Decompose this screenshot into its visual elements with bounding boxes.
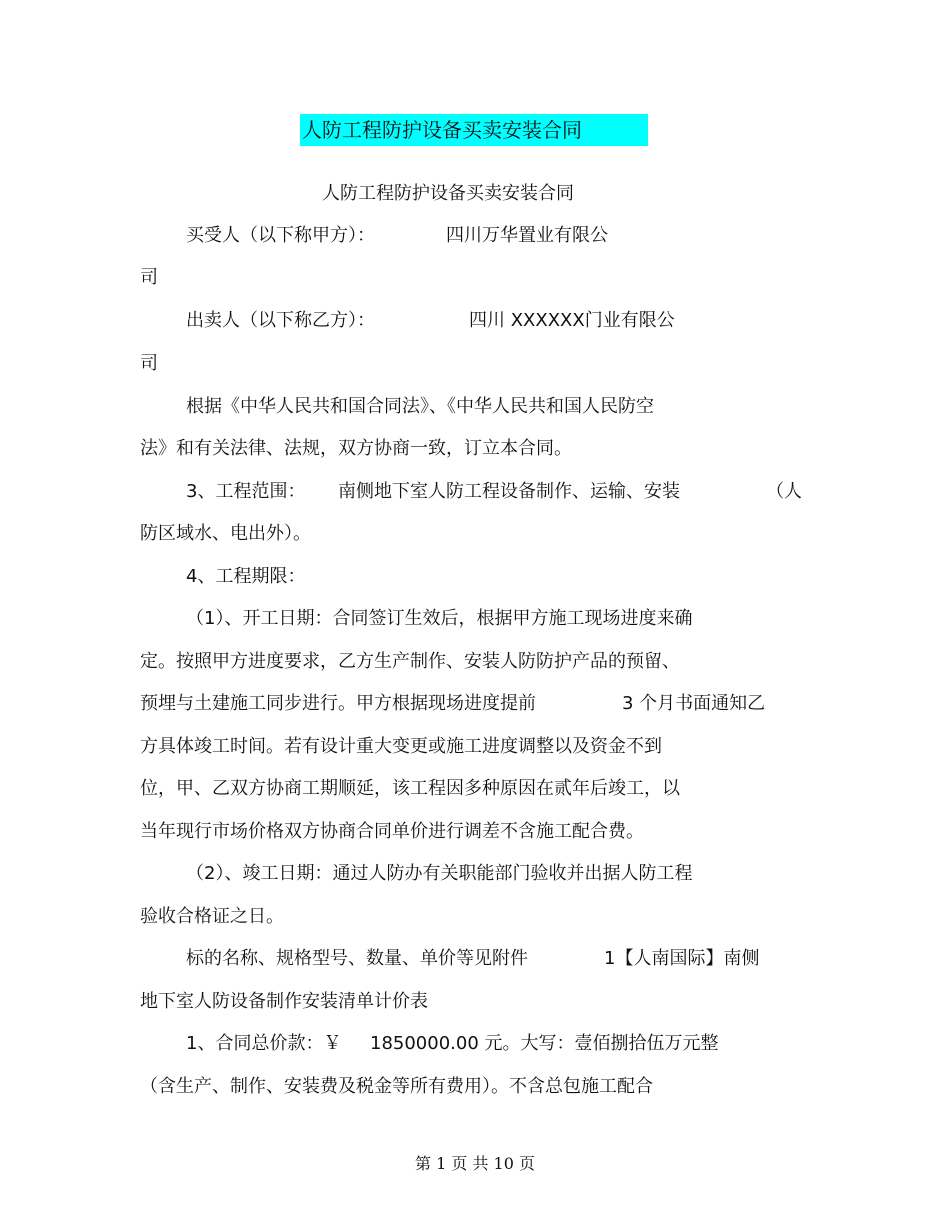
start-line-5: 位，甲、乙双方协商工期顺延，该工程因多种原因在贰年后竣工，以 bbox=[140, 778, 680, 799]
buyer-name: 四川万华置业有限公 bbox=[446, 225, 608, 246]
intro-line-1: 根据《中华人民共和国合同法》、《中华人民共和国人民防空 bbox=[186, 396, 654, 417]
term-heading: 4、工程期限： bbox=[186, 566, 306, 587]
price-line-2: （含生产、制作、安装费及税金等所有费用）。不含总包施工配合 bbox=[140, 1076, 653, 1097]
items-line-2: 地下室人防设备制作安装清单计价表 bbox=[140, 991, 428, 1012]
seller-label: 出卖人（以下称乙方）： bbox=[186, 310, 375, 331]
start-line-1: （1）、开工日期：合同签订生效后，根据甲方施工现场进度来确 bbox=[186, 608, 693, 629]
scope-line-2: 防区域水、电出外）。 bbox=[140, 523, 311, 544]
buyer-name-wrap: 司 bbox=[140, 267, 158, 288]
page-footer: 第 1 页 共 10 页 bbox=[415, 1154, 535, 1173]
buyer-label: 买受人（以下称甲方）： bbox=[186, 225, 375, 246]
start-line-6: 当年现行市场价格双方协商合同单价进行调差不含施工配合费。 bbox=[140, 821, 644, 842]
intro-line-2: 法》和有关法律、法规，双方协商一致，订立本合同。 bbox=[140, 438, 572, 459]
start-line-3b: 3 个月书面通知乙 bbox=[622, 693, 766, 714]
seller-name: 四川 XXXXXX门业有限公 bbox=[469, 310, 675, 331]
price-line-1a: 1、合同总价款：￥ bbox=[186, 1033, 342, 1054]
scope-text: 南侧地下室人防工程设备制作、运输、安装 bbox=[338, 481, 680, 502]
contract-subtitle: 人防工程防护设备买卖安装合同 bbox=[322, 183, 574, 204]
items-line-1a: 标的名称、规格型号、数量、单价等见附件 bbox=[186, 948, 528, 969]
start-line-3a: 预埋与土建施工同步进行。甲方根据现场进度提前 bbox=[140, 693, 536, 714]
finish-line-1: （2）、竣工日期：通过人防办有关职能部门验收并出据人防工程 bbox=[186, 863, 693, 884]
seller-name-wrap: 司 bbox=[140, 353, 158, 374]
document-title: 人防工程防护设备买卖安装合同 bbox=[302, 118, 582, 142]
items-line-1b: 1【人南国际】南侧 bbox=[604, 948, 760, 969]
price-line-1b: 1850000.00 元。大写：壹佰捌拾伍万元整 bbox=[370, 1033, 719, 1054]
scope-paren: （人 bbox=[766, 481, 802, 502]
start-line-2: 定。按照甲方进度要求，乙方生产制作、安装人防防护产品的预留、 bbox=[140, 651, 680, 672]
finish-line-2: 验收合格证之日。 bbox=[140, 906, 284, 927]
scope-label: 3、工程范围： bbox=[186, 481, 306, 502]
start-line-4: 方具体竣工时间。若有设计重大变更或施工进度调整以及资金不到 bbox=[140, 736, 662, 757]
